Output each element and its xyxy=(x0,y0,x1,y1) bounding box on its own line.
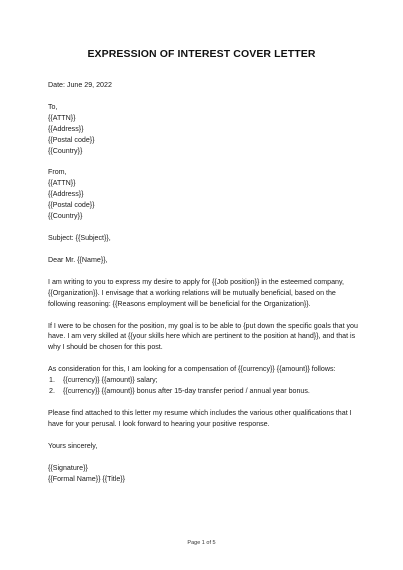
paragraph-goals xyxy=(48,321,368,354)
sender-label: From, xyxy=(48,168,67,177)
paragraph-resume xyxy=(48,408,368,430)
salutation: Dear Mr. {{Name}}, xyxy=(48,255,108,264)
recipient-postal-code: {{Postal code}} xyxy=(48,135,95,144)
recipient-address: {{Address}} xyxy=(48,124,84,133)
paragraph-line: I am writing to you to express my desire to apply for {{Job position}} in the esteemed company, xyxy=(48,277,344,286)
paragraph-line: Please find attached to this letter my resume which includes the various other qualifications that I xyxy=(48,408,352,417)
letter-body xyxy=(48,80,368,484)
signature-placeholder: {{Signature}} xyxy=(48,463,88,472)
date-line: Date: June 29, 2022 xyxy=(48,81,112,89)
sender-attn: {{ATTN}} xyxy=(48,179,76,188)
list-item xyxy=(49,375,368,386)
recipient-country: {{Country}} xyxy=(48,146,83,155)
letter-title: EXPRESSION OF INTEREST COVER LETTER xyxy=(87,48,316,60)
compensation-list xyxy=(48,375,368,397)
sender-address: {{Address}} xyxy=(48,190,84,199)
sender-country: {{Country}} xyxy=(48,212,83,221)
recipient-label: To, xyxy=(48,102,58,111)
list-number: 1. xyxy=(49,376,55,385)
recipient-block xyxy=(48,102,368,157)
formal-name-title: {{Formal Name}} {{Title}} xyxy=(48,474,126,483)
list-item xyxy=(49,386,368,397)
paragraph-intro xyxy=(48,277,368,310)
list-text: {{currency}} {{amount}} salary; xyxy=(63,376,158,385)
paragraph-line: {{Organization}}. I envisage that a working relations will be mutually beneficial, based on the xyxy=(48,288,336,297)
closing: Yours sincerely, xyxy=(48,441,98,450)
paragraph-line: have for your perusal. I look forward to hearing your positive response. xyxy=(48,419,270,428)
subject-line: Subject: {{Subject}}, xyxy=(48,233,111,242)
paragraph-line: If I were to be chosen for the position, my goal is to be able to {put down the specific goals that you xyxy=(48,321,358,330)
paragraph-line: following reasoning: {{Reasons employment will be beneficial for the Organization}}. xyxy=(48,299,311,308)
paragraph-line: have. I am very skilled at {{your skills here which are pertinent to the position at hand}}, and that is xyxy=(48,332,356,341)
paragraph-line: why I should be chosen for this post. xyxy=(48,343,163,352)
sender-postal-code: {{Postal code}} xyxy=(48,201,95,210)
recipient-attn: {{ATTN}} xyxy=(48,113,76,122)
sender-block xyxy=(48,167,368,222)
compensation-intro: As consideration for this, I am looking for a compensation of {{currency}} {{amount}} follows: xyxy=(48,365,336,374)
signature-block xyxy=(48,463,368,485)
page-number: Page 1 of 5 xyxy=(187,540,216,546)
list-number: 2. xyxy=(49,387,55,396)
list-text: {{currency}} {{amount}} bonus after 15-day transfer period / annual year bonus. xyxy=(63,387,310,396)
